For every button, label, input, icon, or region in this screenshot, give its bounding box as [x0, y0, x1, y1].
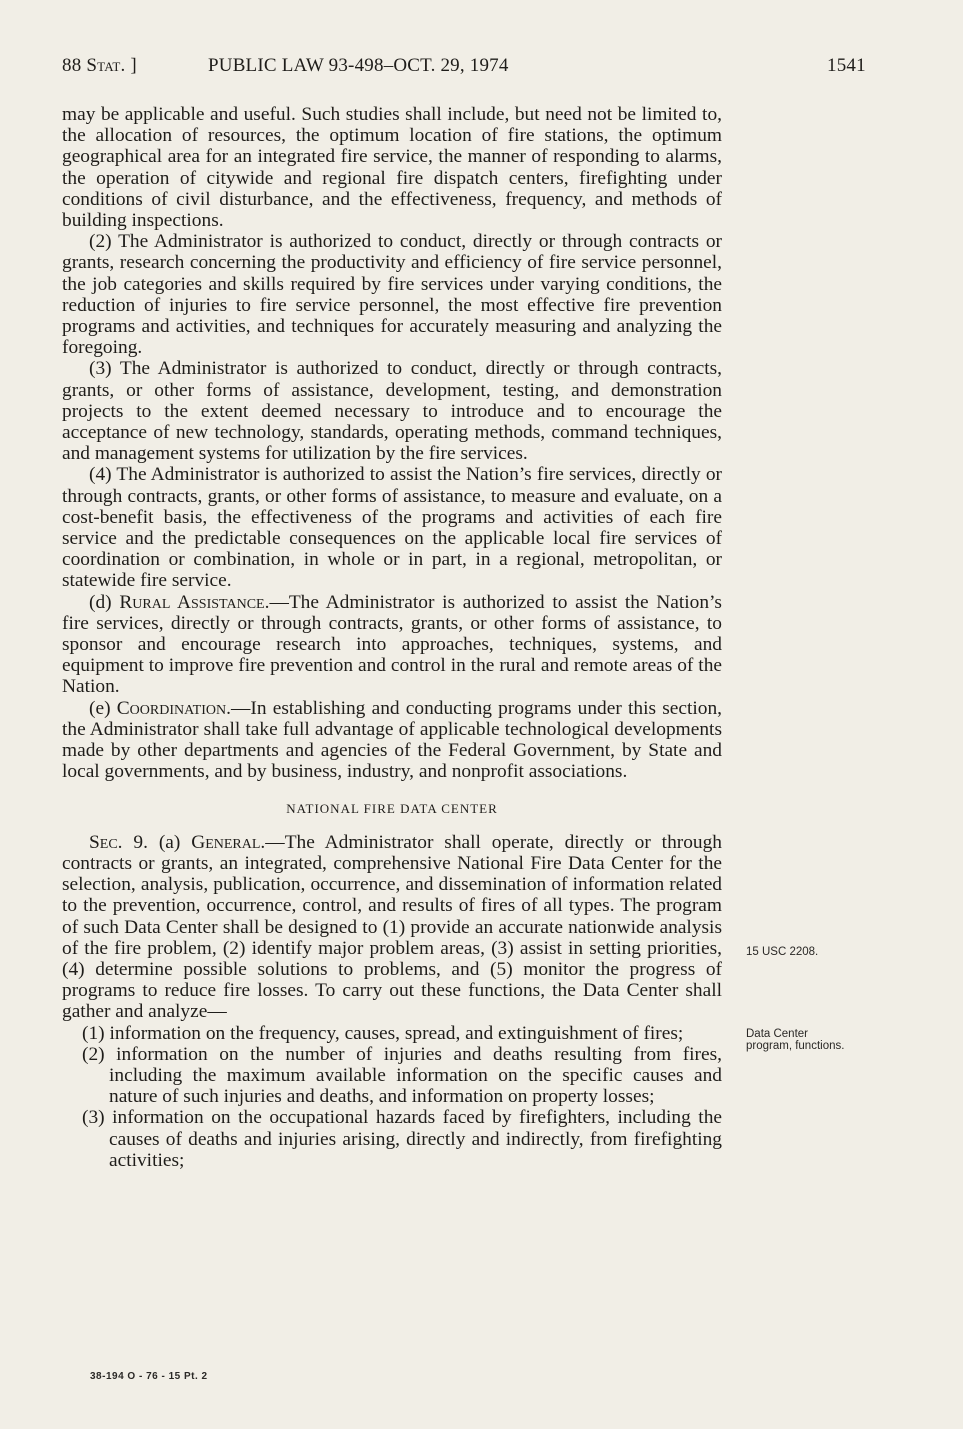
- subsection-d-text: —The Administrator is authorized to assist the Nation’s fire services, directly or through contracts, grants, or other forms of assistance, to sponsor and encourage research into approaches, techniques, systems, and equipment to improve fire prevention and control in the rural and remote areas of the Nation.: [62, 591, 722, 698]
- section-9-title: General.: [191, 831, 266, 853]
- section-9-number: 9. (a): [122, 831, 192, 853]
- margin-note-usc: 15 USC 2208.: [746, 946, 819, 958]
- subsection-e-text: —In establishing and conducting programs under this section, the Administrator shall take full advantage of applicable technological developments made by other departments and agencies of the Federal Government, by State and local governments, and by business, industry, and nonprofit associations.: [62, 697, 722, 783]
- law-title: PUBLIC LAW 93-498–OCT. 29, 1974: [208, 55, 509, 76]
- section-9: [62, 832, 722, 1023]
- paragraph-2: (2) The Administrator is authorized to conduct, directly or through contracts or grants, research concerning the productivity and efficiency of fire service personnel, the job categories and skills required by fire services under varying conditions, the reduction of injuries to fire service personnel, the most effective fire prevention programs and activities, and techniques for accurately measuring and analyzing the foregoing.: [62, 231, 722, 359]
- section-9-text: —The Administrator shall operate, directly or through contracts or grants, an integrated, comprehensive National Fire Data Center for the selection, analysis, publication, occurrence, and dissemination of information related to the prevention, occurrence, control, and results of fires of all types. The program of such Data Center shall be designed to (1) provide an accurate nationwide analysis of the fire problem, (2) identify major problem areas, (3) assist in setting priorities, (4) determine possible solutions to problems, and (5) monitor the progress of programs to reduce fire losses. To carry out these functions, the Data Center shall gather and analyze—: [62, 831, 723, 1023]
- footer-printing-code: 38-194 O - 76 - 15 Pt. 2: [90, 1371, 208, 1382]
- margin-note-program: Data Center program, functions.: [746, 1028, 845, 1052]
- body-text: [62, 104, 722, 1171]
- subsection-d: [62, 592, 722, 698]
- statute-reference: [62, 55, 137, 77]
- list-item-2: (2) information on the number of injuries and deaths resulting from fires, including the maximum available information on the specific causes and nature of such injuries and deaths, and information on property losses;: [82, 1043, 722, 1108]
- section-9-label: Sec.: [89, 831, 123, 853]
- paragraph-1: may be applicable and useful. Such studies shall include, but need not be limited to, the allocation of resources, the optimum location of fire stations, the optimum geographical area for an integrated fire service, the manner of responding to alarms, the operation of citywide and regional fire dispatch centers, firefighting under conditions of civil disturbance, and the effectiveness, frequency, and methods of building inspections.: [62, 104, 722, 232]
- list-item-1: (1) information on the frequency, causes, spread, and extinguishment of fires;: [82, 1022, 684, 1044]
- paragraph-3: (3) The Administrator is authorized to conduct, directly or through contracts, grants, or other forms of assistance, development, testing, and demonstration projects to the extent deemed necessary to introduce and to encourage the acceptance of new technology, standards, operating methods, command techniques, and management systems for utilization by the fire services.: [62, 358, 722, 465]
- paragraph-4: (4) The Administrator is authorized to assist the Nation’s fire services, directly or through contracts, grants, or other forms of assistance, to measure and evaluate, on a cost-benefit basis, the effectiveness of the programs and activities of each fire service and the predictable consequences on the applicable local fire services of coordination or combination, in whole or in part, in a regional, metropolitan, or statewide fire service.: [62, 464, 722, 592]
- subsection-d-label: (d): [89, 591, 120, 613]
- subsection-e-label: (e): [89, 697, 117, 719]
- statute-volume: 88: [62, 55, 82, 76]
- subsection-e: [62, 698, 722, 783]
- statute-bracket: ]: [130, 55, 137, 76]
- subsection-d-title: Rural Assistance.: [119, 591, 270, 613]
- subsection-e-title: Coordination.: [116, 697, 231, 719]
- section-heading: NATIONAL FIRE DATA CENTER: [286, 800, 498, 816]
- page-number: 1541: [827, 55, 866, 76]
- statute-label: Stat.: [86, 55, 126, 76]
- list-item-3: (3) information on the occupational hazards faced by firefighters, including the causes of deaths and injuries arising, directly and indirectly, from firefighting activities;: [82, 1107, 722, 1171]
